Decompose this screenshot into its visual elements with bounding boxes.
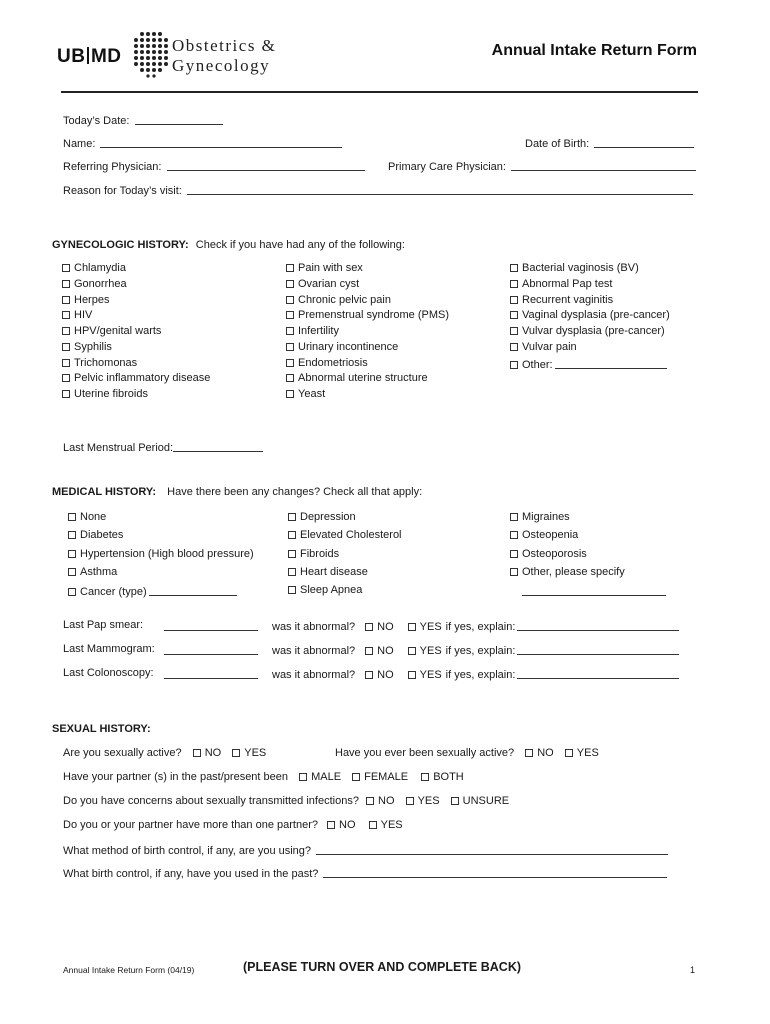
explain-label: if yes, explain: (445, 669, 516, 681)
checkbox-item-migraines[interactable] (510, 511, 666, 529)
referring-physician-row (63, 159, 365, 174)
medical-heading: MEDICAL HISTORY: (52, 486, 157, 498)
checkbox-label: Asthma (80, 565, 118, 578)
checkbox[interactable] (288, 550, 296, 558)
past-birth-control-field[interactable] (323, 866, 667, 878)
checkbox[interactable] (366, 797, 374, 805)
checkbox[interactable] (421, 773, 429, 781)
checkbox[interactable] (299, 773, 307, 781)
checkbox-item-depression[interactable] (288, 511, 402, 529)
todays-date-label: Today’s Date: (63, 115, 130, 127)
checkbox[interactable] (286, 374, 294, 382)
ubmd-logo: UB MD (57, 46, 122, 67)
sti-unsure-option[interactable]: UNSURE (451, 795, 509, 808)
reason-field[interactable] (187, 183, 693, 195)
gyn-column-2 (286, 262, 449, 404)
checkbox-item-gonorrhea[interactable] (62, 278, 210, 294)
checkbox[interactable] (68, 513, 76, 521)
checkbox[interactable] (68, 568, 76, 576)
last-pap-smear-date-cell (164, 619, 258, 634)
checkbox-item-syphilis[interactable] (62, 341, 210, 357)
checkbox[interactable] (525, 749, 533, 757)
checkbox-label: Pelvic inflammatory disease (74, 372, 211, 385)
checkbox[interactable] (62, 374, 70, 382)
checkbox-label: Diabetes (80, 529, 124, 542)
checkbox-label: Cancer (type) (80, 586, 147, 599)
checkbox-item-vulvar-dysplasia-pre-cancer[interactable] (510, 325, 670, 341)
checkbox[interactable] (286, 359, 294, 367)
checkbox[interactable] (68, 531, 76, 539)
checkbox-label: Uterine fibroids (74, 388, 148, 400)
past-birth-control-question: What birth control, if any, have you used in the past? (63, 868, 319, 880)
partner-female-option[interactable]: FEMALE (352, 771, 408, 784)
checkbox-label: Migraines (522, 511, 570, 523)
last-mammogram-label-cell (63, 643, 155, 656)
checkbox-label: Fibroids (300, 547, 340, 560)
logo-text-line1: Obstetrics & (172, 36, 277, 55)
current-birth-control-row (63, 843, 668, 858)
checkbox[interactable] (286, 311, 294, 319)
checkbox-item-chlamydia[interactable] (62, 262, 210, 278)
reason-row (63, 183, 693, 198)
gyn-heading: GYNECOLOGIC HISTORY: (52, 239, 189, 251)
checkbox-label: Pain with sex (298, 262, 363, 274)
multiple-partners-row (63, 819, 403, 832)
checkbox-label: Chlamydia (74, 262, 126, 274)
checkbox-label: Hypertension (High blood pressure) (80, 547, 254, 560)
sti-yes-option[interactable]: YES (406, 795, 440, 808)
page-number: 1 (690, 965, 696, 975)
medical-heading-row (52, 486, 422, 499)
checkbox-item-infertility[interactable] (286, 325, 449, 341)
ever-active-row (335, 747, 599, 760)
checkbox-item-abnormal-pap-test[interactable] (510, 278, 670, 294)
footer-form-id: Annual Intake Return Form (04/19) (63, 965, 195, 975)
checkbox-item-hypertension-high-blood-pressure[interactable] (68, 548, 254, 566)
checkbox-item-other[interactable] (510, 357, 670, 373)
checkbox[interactable] (510, 568, 518, 576)
checkbox[interactable] (286, 280, 294, 288)
form-title: Annual Intake Return Form (491, 42, 697, 59)
checkbox[interactable] (510, 327, 518, 335)
checkbox-label: Depression (300, 511, 356, 523)
checkbox-item-osteoporosis[interactable] (510, 548, 666, 566)
sexually-active-yes-option[interactable]: YES (232, 747, 266, 760)
write-in-field[interactable] (555, 357, 667, 369)
checkbox[interactable] (288, 513, 296, 521)
last-pap-smear-label-cell (63, 619, 143, 632)
name-row (63, 136, 342, 151)
checkbox[interactable] (286, 264, 294, 272)
last-pap-smear-explain-field[interactable] (517, 619, 679, 631)
checkbox-label: Endometriosis (298, 356, 368, 369)
lmp-label: Last Menstrual Period: (63, 442, 174, 454)
medical-column-3 (510, 511, 666, 602)
gyn-instruction: Check if you have had any of the following: (195, 239, 405, 251)
sti-concern-question: Do you have concerns about sexually transmitted infections? (63, 795, 359, 807)
checkbox-item-none[interactable] (68, 511, 254, 529)
last-pap-smear-no-option[interactable]: NO (365, 621, 394, 634)
checkbox-label: Ovarian cyst (298, 277, 360, 290)
abnormal-question: was it abnormal? (272, 669, 356, 681)
checkbox-label: HPV/genital warts (74, 325, 162, 337)
checkbox[interactable] (286, 327, 294, 335)
checkbox-item-osteopenia[interactable] (510, 529, 666, 547)
checkbox-label: Gonorrhea (74, 277, 127, 290)
checkbox[interactable] (62, 311, 70, 319)
last-mammogram-no-option[interactable]: NO (365, 645, 394, 658)
checkbox[interactable] (510, 280, 518, 288)
checkbox-item-heart-disease[interactable] (288, 566, 402, 584)
checkbox[interactable] (510, 550, 518, 558)
checkbox[interactable] (352, 773, 360, 781)
checkbox[interactable] (286, 343, 294, 351)
lmp-field[interactable] (173, 440, 263, 452)
checkbox-label: Abnormal Pap test (522, 277, 613, 290)
checkbox-item-uterine-fibroids[interactable] (62, 388, 210, 404)
checkbox-item-sleep-apnea[interactable] (288, 584, 402, 602)
header-divider (61, 91, 698, 93)
partner-gender-row (63, 771, 464, 784)
checkbox[interactable] (406, 797, 414, 805)
checkbox-item-chronic-pelvic-pain[interactable] (286, 294, 449, 310)
lmp-row (63, 440, 263, 455)
checkbox[interactable] (369, 821, 377, 829)
screening-label: Last Colonoscopy: (63, 667, 154, 679)
checkbox[interactable] (193, 749, 201, 757)
checkbox-item-cancer-type[interactable] (68, 584, 254, 602)
checkbox-label: Herpes (74, 293, 110, 306)
sti-no-option[interactable]: NO (366, 795, 395, 808)
referring-physician-label: Referring Physician: (63, 161, 162, 173)
last-colonoscopy-explain-field[interactable] (517, 667, 679, 679)
current-birth-control-field[interactable] (316, 843, 668, 855)
checkbox[interactable] (288, 568, 296, 576)
checkbox[interactable] (62, 296, 70, 304)
checkbox[interactable] (408, 671, 416, 679)
checkbox-label: Recurrent vaginitis (522, 293, 614, 306)
gyn-heading-row (52, 239, 405, 252)
last-colonoscopy-abnormal-cell (272, 667, 679, 682)
medical-instruction: Have there been any changes? Check all that apply: (167, 486, 423, 498)
sexually-active-no-option[interactable]: NO (193, 747, 222, 760)
checkbox[interactable] (510, 513, 518, 521)
primary-physician-field[interactable] (511, 159, 696, 171)
checkbox-label: Osteoporosis (522, 547, 587, 560)
checkbox-item-pelvic-inflammatory-disease[interactable] (62, 372, 210, 388)
ever-active-no-option[interactable]: NO (525, 747, 554, 760)
checkbox-item-recurrent-vaginitis[interactable] (510, 294, 670, 310)
checkbox[interactable] (288, 531, 296, 539)
checkbox[interactable] (286, 390, 294, 398)
checkbox-item-urinary-incontinence[interactable] (286, 341, 449, 357)
checkbox-label: Vaginal dysplasia (pre-cancer) (522, 309, 670, 322)
primary-physician-label: Primary Care Physician: (388, 161, 506, 173)
checkbox-label: Abnormal uterine structure (298, 372, 428, 385)
checkbox[interactable] (365, 623, 373, 631)
abnormal-question: was it abnormal? (272, 621, 356, 633)
checkbox-item-elevated-cholesterol[interactable] (288, 529, 402, 547)
checkbox[interactable] (232, 749, 240, 757)
sexual-heading: SEXUAL HISTORY: (52, 723, 151, 735)
logo-text-line2: Gynecology (172, 56, 271, 75)
last-colonoscopy-no-option[interactable]: NO (365, 669, 394, 682)
checkbox[interactable] (365, 647, 373, 655)
primary-physician-row (388, 159, 696, 174)
checkbox[interactable] (286, 296, 294, 304)
checkbox-label: Other, please specify (522, 565, 625, 578)
checkbox-item-herpes[interactable] (62, 294, 210, 310)
checkbox-item-trichomonas[interactable] (62, 357, 210, 373)
sti-concern-row (63, 795, 509, 808)
checkbox-label: Osteopenia (522, 529, 579, 542)
checkbox-label: Syphilis (74, 340, 112, 353)
checkbox[interactable] (62, 359, 70, 367)
checkbox[interactable] (62, 327, 70, 335)
ever-active-question: Have you ever been sexually active? (335, 747, 515, 759)
last-mammogram-yes-option[interactable]: YES (408, 645, 442, 658)
checkbox[interactable] (510, 311, 518, 319)
ever-active-yes-option[interactable]: YES (565, 747, 599, 760)
partner-both-option[interactable]: BOTH (421, 771, 464, 784)
last-pap-smear-date-field[interactable] (164, 619, 258, 631)
multiple-partners-yes-option[interactable]: YES (369, 819, 403, 832)
last-pap-smear-abnormal-cell (272, 619, 679, 634)
checkbox-label: None (80, 511, 107, 523)
checkbox-item-vaginal-dysplasia-pre-cancer[interactable] (510, 309, 670, 325)
checkbox-item-asthma[interactable] (68, 566, 254, 584)
checkbox[interactable] (565, 749, 573, 757)
checkbox-label: Other: (522, 358, 553, 371)
checkbox-item-hiv[interactable] (62, 309, 210, 325)
todays-date-row (63, 113, 223, 128)
last-mammogram-abnormal-cell (272, 643, 679, 658)
name-field[interactable] (100, 136, 342, 148)
checkbox[interactable] (62, 390, 70, 398)
checkbox-item-abnormal-uterine-structure[interactable] (286, 372, 449, 388)
checkbox-label: HIV (74, 309, 93, 322)
checkbox-label: Elevated Cholesterol (300, 529, 402, 542)
multiple-partners-no-option[interactable]: NO (327, 819, 356, 832)
last-colonoscopy-date-cell (164, 667, 258, 682)
last-colonoscopy-label-cell (63, 667, 154, 680)
dob-row (525, 136, 694, 151)
checkbox-label: Heart disease (300, 565, 368, 578)
dob-label: Date of Birth: (525, 138, 590, 150)
current-birth-control-question: What method of birth control, if any, are you using? (63, 845, 312, 857)
partner-male-option[interactable]: MALE (299, 771, 341, 784)
checkbox-item-other-please-specify[interactable] (510, 566, 666, 584)
medical-column-1 (68, 511, 254, 602)
checkbox[interactable] (510, 531, 518, 539)
screening-label: Last Mammogram: (63, 643, 155, 655)
gyn-column-1 (62, 262, 210, 404)
write-in-field[interactable] (149, 584, 237, 596)
last-mammogram-date-cell (164, 643, 258, 658)
turn-over-notice: (PLEASE TURN OVER AND COMPLETE BACK) (243, 960, 522, 974)
explain-label: if yes, explain: (445, 645, 516, 657)
checkbox-label: Chronic pelvic pain (298, 293, 391, 306)
past-birth-control-row (63, 866, 667, 881)
checkbox-label: Premenstrual syndrome (PMS) (298, 309, 449, 322)
checkbox-item-bacterial-vaginosis-bv[interactable] (510, 262, 670, 278)
checkbox[interactable] (68, 588, 76, 596)
todays-date-field[interactable] (135, 113, 223, 125)
checkbox-label: Urinary incontinence (298, 340, 399, 353)
checkbox[interactable] (510, 264, 518, 272)
checkbox-item-ovarian-cyst[interactable] (286, 278, 449, 294)
checkbox-item-fibroids[interactable] (288, 548, 402, 566)
sexually-active-question: Are you sexually active? (63, 747, 182, 759)
checkbox-item-diabetes[interactable] (68, 529, 254, 547)
checkbox-label: Infertility (298, 325, 339, 337)
checkbox[interactable] (408, 647, 416, 655)
last-pap-smear-yes-option[interactable]: YES (408, 621, 442, 634)
checkbox-item-premenstrual-syndrome-pms[interactable] (286, 309, 449, 325)
checkbox[interactable] (510, 296, 518, 304)
checkbox-item-yeast[interactable] (286, 388, 449, 404)
referring-physician-field[interactable] (167, 159, 365, 171)
checkbox[interactable] (408, 623, 416, 631)
other-specify-field[interactable] (522, 584, 666, 596)
checkbox[interactable] (68, 550, 76, 558)
checkbox-item-pain-with-sex[interactable] (286, 262, 449, 278)
explain-label: if yes, explain: (445, 621, 516, 633)
screening-label: Last Pap smear: (63, 619, 144, 631)
checkbox-item-endometriosis[interactable] (286, 357, 449, 373)
checkbox-label: Trichomonas (74, 356, 138, 369)
reason-label: Reason for Today’s visit: (63, 185, 182, 197)
logo-dot-grid-icon (132, 30, 168, 78)
checkbox-item-vulvar-pain[interactable] (510, 341, 670, 357)
checkbox[interactable] (288, 586, 296, 594)
medical-column-2 (288, 511, 402, 602)
last-mammogram-explain-field[interactable] (517, 643, 679, 655)
multiple-partners-question: Do you or your partner have more than one partner? (63, 819, 318, 831)
partner-gender-question: Have your partner (s) in the past/present been (63, 771, 289, 783)
checkbox[interactable] (365, 671, 373, 679)
name-label: Name: (63, 138, 96, 150)
abnormal-question: was it abnormal? (272, 645, 356, 657)
other-specify-row (510, 584, 666, 602)
checkbox[interactable] (451, 797, 459, 805)
gyn-column-3 (510, 262, 670, 372)
sexually-active-row (63, 747, 266, 760)
last-colonoscopy-yes-option[interactable]: YES (408, 669, 442, 682)
checkbox[interactable] (327, 821, 335, 829)
checkbox-label: Vulvar pain (522, 340, 577, 353)
checkbox-label: Vulvar dysplasia (pre-cancer) (522, 325, 665, 337)
checkbox-item-hpv-genital-warts[interactable] (62, 325, 210, 341)
checkbox[interactable] (510, 361, 518, 369)
checkbox[interactable] (62, 280, 70, 288)
checkbox-label: Yeast (298, 388, 326, 400)
checkbox-label: Bacterial vaginosis (BV) (522, 262, 639, 274)
last-colonoscopy-date-field[interactable] (164, 667, 258, 679)
checkbox[interactable] (62, 264, 70, 272)
checkbox[interactable] (62, 343, 70, 351)
dob-field[interactable] (594, 136, 694, 148)
last-mammogram-date-field[interactable] (164, 643, 258, 655)
checkbox[interactable] (510, 343, 518, 351)
checkbox-label: Sleep Apnea (300, 584, 363, 597)
